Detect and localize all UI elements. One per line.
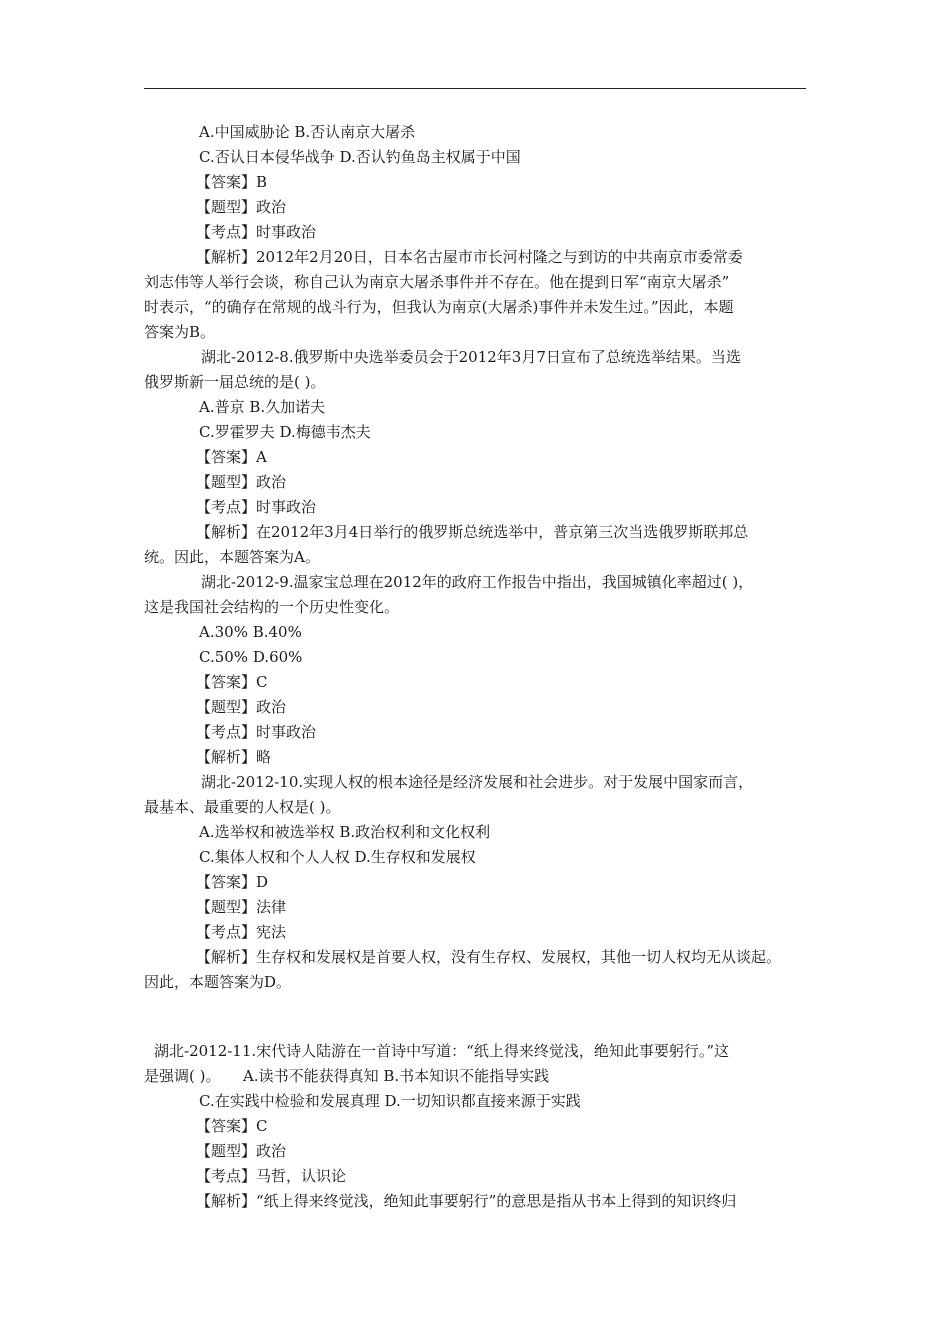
- text-line: C.50% D.60%: [199, 648, 303, 666]
- text-line: 【题型】法律: [196, 898, 287, 916]
- text-line: 刘志伟等人举行会谈，称自己认为南京大屠杀事件并不存在。他在提到日军“南京大屠杀”: [144, 273, 730, 291]
- text-line: 【答案】D: [196, 873, 269, 891]
- header-rule: [144, 88, 806, 89]
- text-line: 这是我国社会结构的一个历史性变化。: [144, 598, 400, 616]
- text-line: 【题型】政治: [196, 473, 287, 491]
- text-line: A.普京 B.久加诺夫: [199, 398, 326, 416]
- text-line: 最基本、最重要的人权是( )。: [144, 798, 341, 816]
- text-line: 【解析】略: [196, 748, 272, 766]
- text-line: 【题型】政治: [196, 698, 287, 716]
- paragraph-gap: [144, 995, 814, 1039]
- text-line: 【答案】A: [196, 448, 267, 466]
- text-line: A.选举权和被选举权 B.政治权利和文化权利: [199, 823, 491, 841]
- text-line: C.否认日本侵华战争 D.否认钓鱼岛主权属于中国: [199, 148, 521, 166]
- text-block-2: [144, 1039, 814, 1214]
- text-line: 是强调( )。 A.读书不能获得真知 B.书本知识不能指导实践: [144, 1067, 550, 1085]
- text-line: 【解析】生存权和发展权是首要人权，没有生存权、发展权，其他一切人权均无从谈起。: [196, 948, 782, 966]
- text-line: C.罗霍罗夫 D.梅德韦杰夫: [199, 423, 371, 441]
- text-line: 【答案】C: [196, 1117, 268, 1135]
- text-line: 【考点】时事政治: [196, 498, 317, 516]
- text-line: 湖北-2012-8.俄罗斯中央选举委员会于2012年3月7日宣布了总统选举结果。当选: [201, 348, 741, 366]
- text-line: A.中国威胁论 B.否认南京大屠杀: [199, 123, 416, 141]
- text-line: 【考点】时事政治: [196, 723, 317, 741]
- text-line: 【答案】B: [196, 173, 268, 191]
- text-line: 俄罗斯新一届总统的是( )。: [144, 373, 326, 391]
- text-line: 【解析】2012年2月20日，日本名古屋市市长河村隆之与到访的中共南京市委常委: [196, 248, 743, 266]
- text-line: 因此，本题答案为D。: [144, 973, 292, 991]
- text-line: 【考点】马哲，认识论: [196, 1167, 347, 1185]
- text-line: 【考点】宪法: [196, 923, 287, 941]
- text-line: 【解析】“纸上得来终觉浅，绝知此事要躬行”的意思是指从书本上得到的知识终归: [196, 1192, 737, 1210]
- text-line: C.在实践中检验和发展真理 D.一切知识都直接来源于实践: [199, 1092, 581, 1110]
- text-line: 【考点】时事政治: [196, 223, 317, 241]
- text-block-1: [144, 120, 814, 995]
- document-body: [144, 120, 814, 1214]
- text-line: 湖北-2012-11.宋代诗人陆游在一首诗中写道：“纸上得来终觉浅，绝知此事要躬行。”这: [154, 1042, 730, 1060]
- text-line: 【题型】政治: [196, 198, 287, 216]
- text-line: 湖北-2012-9.温家宝总理在2012年的政府工作报告中指出，我国城镇化率超过( )，: [201, 573, 754, 591]
- text-line: 湖北-2012-10.实现人权的根本途径是经济发展和社会进步。对于发展中国家而言，: [201, 773, 754, 791]
- text-line: 答案为B。: [144, 323, 216, 341]
- text-line: 【解析】在2012年3月4日举行的俄罗斯总统选举中，普京第三次当选俄罗斯联邦总: [196, 523, 749, 541]
- text-line: 时表示，“的确存在常规的战斗行为，但我认为南京(大屠杀)事件并未发生过。”因此，本题: [144, 298, 734, 316]
- text-line: 统。因此，本题答案为A。: [144, 548, 320, 566]
- text-line: C.集体人权和个人人权 D.生存权和发展权: [199, 848, 476, 866]
- text-line: 【答案】C: [196, 673, 268, 691]
- text-line: A.30% B.40%: [199, 623, 302, 641]
- text-line: 【题型】政治: [196, 1142, 287, 1160]
